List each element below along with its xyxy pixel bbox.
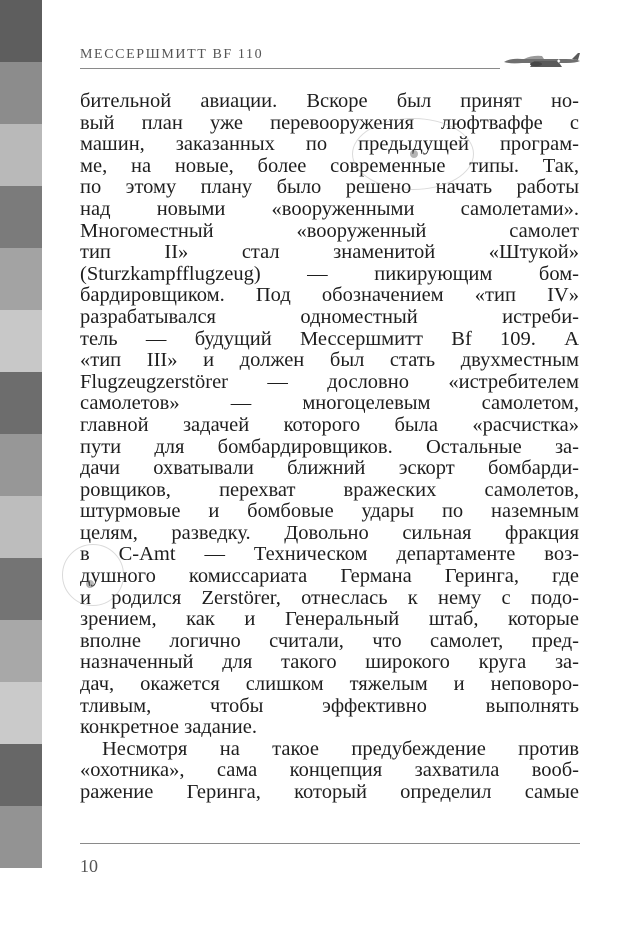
edge-tab-block (0, 620, 42, 682)
body-line: (Sturzkampfflugzeug) — пикирующим бом- (80, 262, 579, 285)
body-line: тель — будущий Мессершмитт Bf 109. А (80, 327, 579, 350)
body-line: «тип III» и должен был стать двухместным (80, 349, 579, 372)
edge-tab-block (0, 248, 42, 310)
page-edge-bottom (0, 868, 42, 927)
page-edge-tabs (0, 0, 42, 868)
edge-tab-block (0, 806, 42, 868)
edge-tab-block (0, 186, 42, 248)
body-line: назначенный для такого широкого круга за- (80, 651, 579, 674)
body-line: самолетов» — многоцелевым самолетом, (80, 392, 579, 415)
scan-artifact (410, 150, 418, 158)
edge-tab-block (0, 124, 42, 186)
running-head-title: МЕССЕРШМИТТ BF 110 (80, 47, 264, 62)
body-line: по этому плану было решено начать работы (80, 176, 579, 199)
scan-artifact (86, 580, 94, 588)
body-line: душного комиссариата Германа Геринга, где (80, 565, 579, 588)
page-number: 10 (80, 856, 98, 876)
body-line: Flugzeugzerstörer — дословно «истребителем (80, 370, 579, 393)
body-line: конкретное задание. (80, 716, 257, 739)
body-line: в C-Amt — Техническом департаменте воз- (80, 543, 579, 566)
body-line: штурмовые и бомбовые удары по наземным (80, 500, 579, 523)
body-line: бительной авиации. Вскоре был принят но- (80, 90, 579, 112)
body-line: ровщиков, перехват вражеских самолетов, (80, 478, 579, 501)
body-line: и родился Zerstörer, отнеслась к нему с подо- (80, 586, 579, 609)
body-line: ме, на новые, более современные типы. Так, (80, 154, 579, 177)
body-line: главной задачей которого была «расчистка» (80, 413, 579, 436)
body-line: разрабатывался одноместный истреби- (80, 305, 579, 328)
edge-tab-block (0, 310, 42, 372)
body-line: ражение Геринга, который определил самые (80, 781, 579, 803)
body-line: дач, окажется слишком тяжелым и неповоро- (80, 673, 579, 696)
body-line: Многоместный «вооруженный самолет (80, 219, 579, 242)
body-line: тип II» стал знаменитой «Штукой» (80, 241, 579, 264)
body-line: целям, разведку. Довольно сильная фракция (80, 521, 579, 544)
plane-icon (500, 50, 584, 72)
body-line: машин, заказанных по предыдущей програм- (80, 133, 579, 156)
edge-tab-block (0, 744, 42, 806)
footer-rule (80, 843, 580, 844)
body-line: вый план уже перевооружения люфтваффе с (80, 111, 579, 134)
edge-tab-block (0, 434, 42, 496)
body-line: над новыми «вооруженными самолетами». (80, 197, 579, 220)
edge-tab-block (0, 0, 42, 62)
edge-tab-block (0, 682, 42, 744)
body-line: пути для бомбардировщиков. Остальные за- (80, 435, 579, 458)
edge-tab-block (0, 372, 42, 434)
edge-tab-block (0, 558, 42, 620)
body-line: вполне логично считали, что самолет, пред- (80, 629, 579, 652)
body-line: тливым, чтобы эффективно выполнять (80, 694, 579, 717)
edge-tab-block (0, 496, 42, 558)
body-line: Несмотря на такое предубеждение против (102, 737, 579, 760)
body-line: бардировщиком. Под обозначением «тип IV» (80, 284, 579, 307)
edge-tab-block (0, 62, 42, 124)
body-line: «охотника», сама концепция захватила вооб- (80, 759, 579, 782)
article-body (80, 91, 579, 804)
body-line: зрением, как и Генеральный штаб, которые (80, 608, 579, 631)
body-line: дачи охватывали ближний эскорт бомбарди- (80, 457, 579, 480)
